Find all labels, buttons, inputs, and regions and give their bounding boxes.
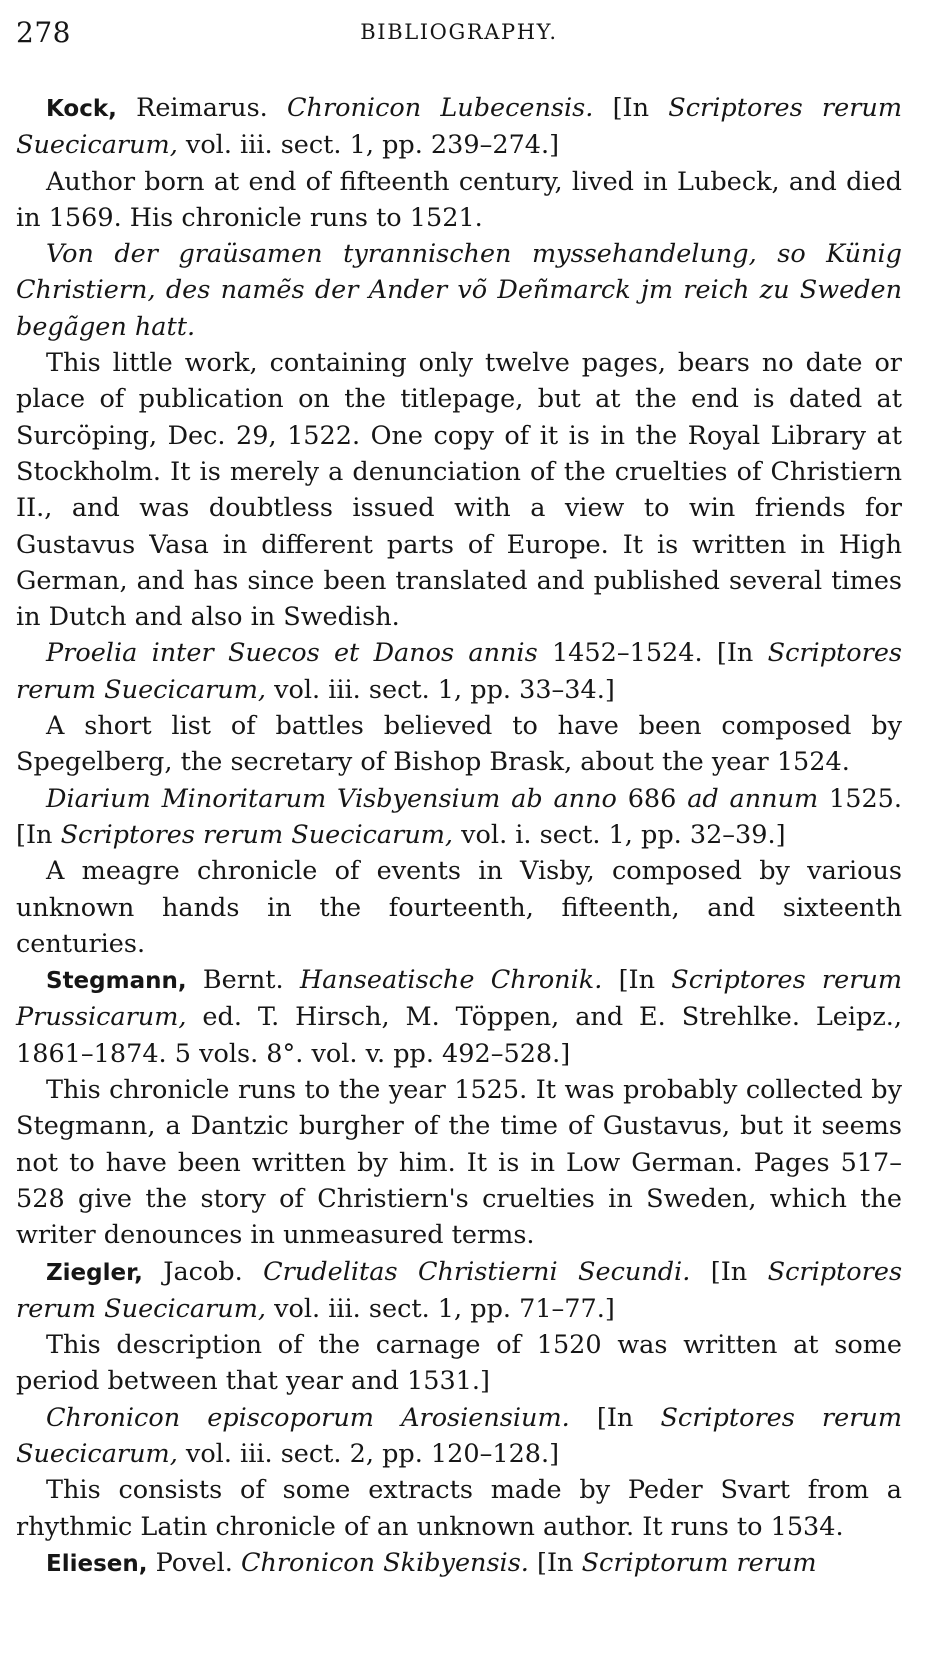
entry-note: This description of the carnage of 1520 was written at some period between that year and 1531.]: [16, 1330, 902, 1397]
entry-diarium: Diarium Minoritarum Visbyensium ab anno 686 ad annum 1525. [In Scriptores rerum Suecicarum, vol. i. sect. 1, pp. 32–39.]: [16, 783, 903, 850]
work-title: Chronicon Skibyensis.: [240, 1547, 529, 1578]
work-title: Crudelitas Christierni Secundi.: [263, 1256, 691, 1287]
series-title: Scriptores rerum Suecicarum,: [16, 1256, 903, 1324]
entry-kock: Kock, Reimarus. Chronicon Lubecensis. [In Scriptores rerum Suecicarum, vol. iii. sect. 1, pp. 239–274.]: [16, 93, 902, 161]
series-title: Scriptores rerum Suecicarum,: [16, 1402, 903, 1469]
page-number: 278: [16, 16, 71, 49]
entry-note: Author born at end of fifteenth century, lived in Lubeck, and died in 1569. His chronicle runs to 1521.: [16, 166, 902, 233]
entry-title: [16, 236, 902, 345]
entry-note: A meagre chronicle of events in Visby, composed by various unknown hands in the fourteenth, fifteenth, and sixteenth centuries.: [16, 856, 902, 959]
bibliography-body: [16, 90, 902, 1582]
work-title: Diarium Minoritarum Visbyensium ab anno: [46, 783, 617, 814]
author-heading: Eliesen,: [46, 1550, 148, 1577]
page-header: [16, 0, 902, 70]
running-head: BIBLIOGRAPHY.: [360, 20, 558, 44]
work-title: Chronicon episcoporum Arosiensium.: [46, 1402, 570, 1433]
series-title: Scriptorum rerum: [581, 1547, 817, 1578]
series-title: Scriptores rerum Suecicarum,: [16, 93, 902, 161]
entry-stegmann: Stegmann, Bernt. Hanseatische Chronik. [In Scriptores rerum Prussicarum, ed. T. Hirsch, M. Töppen, and E. Strehlke. Leipz., 1861–1874. 5 vols. 8°. vol. v. pp. 492–528.]: [16, 965, 902, 1069]
series-title: Scriptores rerum Suecicarum,: [16, 638, 902, 705]
entry-note: This chronicle runs to the year 1525. It was probably collected by Stegmann, a Dantzic burgher of the time of Gustavus, but it seems not to have been written by him. It is in Low German. Pages 517–528 give the story of Christiern's cruelties in Sweden, which the writer denounces in unmeasured terms.: [16, 1075, 902, 1251]
author-heading: Stegmann,: [46, 968, 187, 995]
author-heading: Ziegler,: [46, 1259, 143, 1286]
work-title-part: ad annum: [687, 783, 819, 814]
book-page: [16, 0, 902, 1661]
entry-chronicon-arosiensium: Chronicon episcoporum Arosiensium. [In Scriptores rerum Suecicarum, vol. iii. sect. 2, pp. 120–128.]: [16, 1402, 903, 1469]
entry-note: This consists of some extracts made by Peder Svart from a rhythmic Latin chronicle of an unknown author. It runs to 1534.: [16, 1475, 902, 1542]
entry-note: A short list of battles believed to have been composed by Spegelberg, the secretary of Bishop Brask, about the year 1524.: [16, 711, 902, 778]
entry-note: This little work, containing only twelve pages, bears no date or place of publication on the titlepage, but at the end is dated at Surcöping, Dec. 29, 1522. One copy of it is in the Royal Library at Stockholm. It is merely a denunciation of the cruelties of Christiern II., and was doubtless issued with a view to win friends for Gustavus Vasa in different parts of Europe. It is written in High German, and has since been translated and published several times in Dutch and also in Swedish.: [16, 348, 902, 633]
work-title: Hanseatische Chronik.: [299, 965, 603, 996]
work-title: Von der graüsamen tyrannischen myssehandelung, so Künig Christiern, des namẽs der Ander võ Deñmarck jm reich zu Sweden begãgen hatt.: [16, 239, 902, 342]
author-heading: Kock,: [46, 96, 117, 122]
entry-proelia: Proelia inter Suecos et Danos annis 1452–1524. [In Scriptores rerum Suecicarum, vol. iii. sect. 1, pp. 33–34.]: [16, 638, 902, 705]
series-title: Scriptores rerum Prussicarum,: [16, 965, 902, 1033]
entry-eliesen: Eliesen, Povel. Chronicon Skibyensis. [In Scriptorum rerum: [46, 1547, 817, 1578]
series-title: Scriptores rerum Suecicarum,: [60, 819, 454, 850]
work-title: Proelia inter Suecos et Danos annis: [46, 638, 538, 669]
entry-ziegler: Ziegler, Jacob. Crudelitas Christierni Secundi. [In Scriptores rerum Suecicarum, vol. iii. sect. 1, pp. 71–77.]: [16, 1256, 903, 1324]
work-title: Chronicon Lubecensis.: [287, 93, 594, 123]
